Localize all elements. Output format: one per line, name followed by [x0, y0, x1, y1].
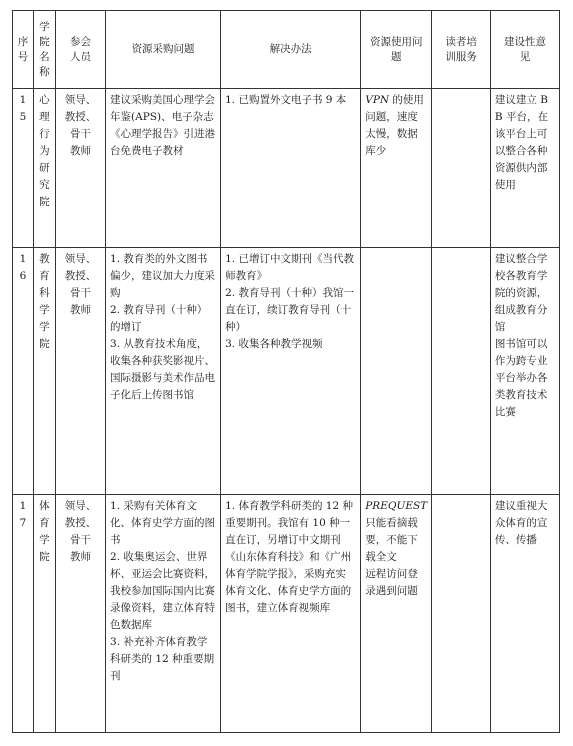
header-college: 学 院 名 称 — [33, 11, 55, 89]
suggestion: 建议重视大众体育的宣传、传播 — [490, 495, 559, 733]
procurement-issue: 1. 采购有关体育文化、体育史学方面的图书 2. 收集奥运会、世界杯、亚运会比赛资料，我校参加国际国内比赛录像资料，建立体育特色数据库 3. 补充补齐体育教学科研类的 12 种重要期刊 — [106, 495, 221, 733]
table-header-row — [13, 11, 560, 89]
suggestion: 建议建立 BB 平台，在该平台上可以整合各种资源供内部使用 — [490, 89, 559, 248]
header-solution: 解决办法 — [221, 11, 361, 89]
procurement-issue: 1. 教育类的外文图书偏少，建议加大力度采购 2. 教育导刊（十种）的增订 3. 从教育技术角度，收集各种获奖影视片、国际摄影与美术作品电子化后上传图书馆 — [106, 248, 221, 495]
table-row — [13, 248, 560, 495]
attendees: 领导、 教授、 骨干 教师 — [55, 248, 105, 495]
row-number: 15 — [13, 89, 34, 248]
suggestion: 建议整合学校各教育学院的资源，组成教育分馆 图书馆可以作为跨专业平台举办各类教育技术比赛 — [490, 248, 559, 495]
solution: 1. 已增订中文期刊《当代教师教育》 2. 教育导刊（十种）我馆一直在订，续订教育导刊（十种） 3. 收集各种教学视频 — [221, 248, 361, 495]
college-name: 教 育 科 学 学 院 — [33, 248, 55, 495]
college-name: 心 理 行 为 研 究 院 — [33, 89, 55, 248]
usage-issue — [361, 248, 432, 495]
reader-training — [432, 248, 491, 495]
procurement-issue: 建议采购美国心理学会年鉴(APS)、电子杂志《心理学报告》引进港台免费电子教材 — [106, 89, 221, 248]
usage-issue — [361, 89, 432, 248]
header-staff: 参会 人员 — [55, 11, 105, 89]
solution: 1. 已购置外文电子书 9 本 — [221, 89, 361, 248]
header-no: 序 号 — [13, 11, 34, 89]
library-feedback-table — [12, 10, 560, 733]
reader-training — [432, 495, 491, 733]
college-name: 体 育 学 院 — [33, 495, 55, 733]
reader-training — [432, 89, 491, 248]
usage-issue-term: PREQUEST — [365, 500, 428, 512]
row-number: 16 — [13, 248, 34, 495]
usage-issue — [361, 495, 432, 733]
attendees: 领导、 教授、 骨干 教师 — [55, 495, 105, 733]
attendees: 领导、 教授、 骨干 教师 — [55, 89, 105, 248]
header-usage: 资源使用问 题 — [361, 11, 432, 89]
header-issue: 资源采购问题 — [106, 11, 221, 89]
header-service: 读者培 训服务 — [432, 11, 491, 89]
header-suggestion: 建设性意 见 — [490, 11, 559, 89]
solution: 1. 体育教学科研类的 12 种重要期刊。我馆有 10 种一直在订，另增订中文期刊《山东体育科技》和《广州体育学院学报》，采购充实体育文化、体育史学方面的图书，建立体育视频库 — [221, 495, 361, 733]
row-number: 17 — [13, 495, 34, 733]
table-row — [13, 495, 560, 733]
usage-issue-term: VPN — [365, 94, 390, 106]
usage-issue-text: 的使用问题，速度太慢，数据库少 — [365, 94, 424, 157]
usage-issue-text: 只能看摘载要，不能下载全文 远程访问登录遇到问题 — [365, 517, 418, 597]
table-row — [13, 89, 560, 248]
